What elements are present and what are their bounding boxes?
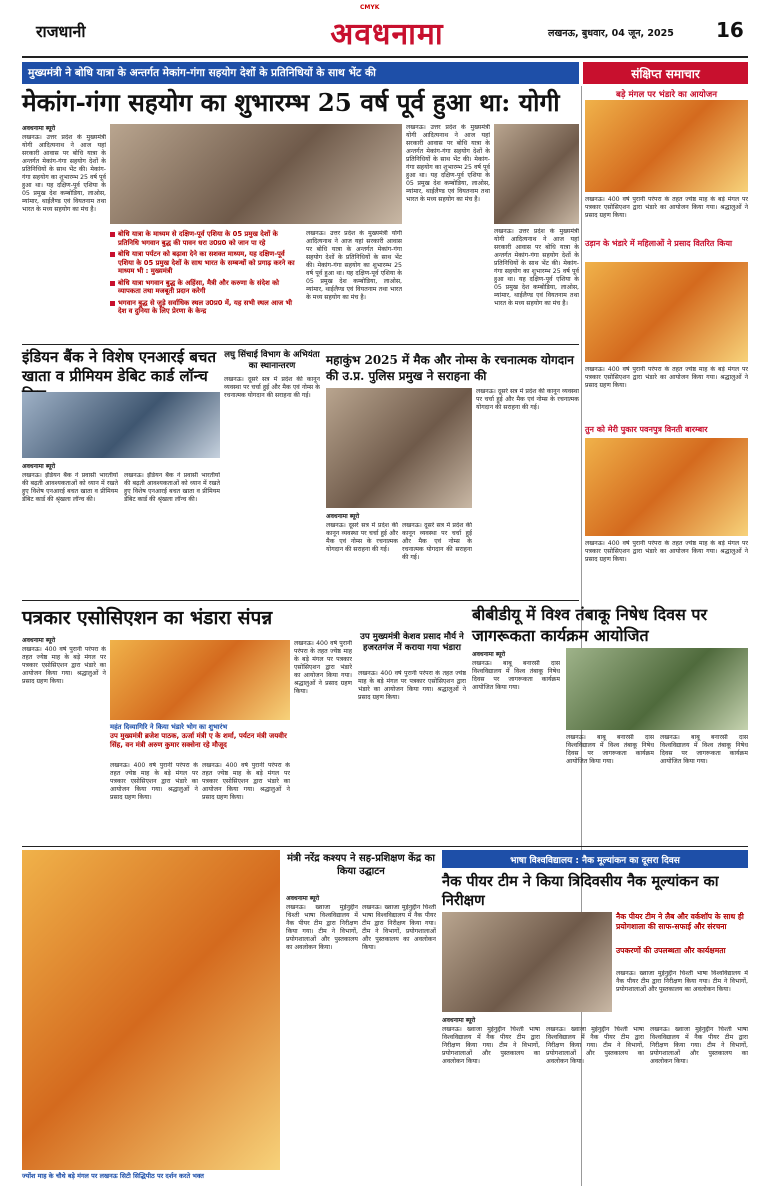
section-rule (22, 846, 748, 847)
bbd-body-1: लखनऊ। बाबू बनारसी दास विश्वविद्यालय में विश्व तंबाकू निषेध दिवस पर जागरूकता कार्यक्रम आयोजित किया गया। (472, 660, 560, 691)
maurya-headline: उप मुख्यमंत्री केशव प्रसाद मौर्य ने हजरतगंज में कराया गया भंडारा (360, 632, 464, 653)
lead-body-col3: लखनऊ। उत्तर प्रदेश के मुख्यमंत्री योगी आदित्यनाथ ने आज यहां सरकारी आवास पर बोधि यात्रा के अन्तर्गत मेकांग-गंगा सहयोग देशों के प्रतिनिधियों के साथ भेंट की। मेकांग-गंगा सहयोग का शुभारम्भ 25 वर्ष पूर्व हुआ था। यह दक्षिण-पूर्व एशिया के 05 प्रमुख देश कम्बोडिया, लाओस, म्यांमार, थाईलैण्ड एवं वियतनाम तथा भारत के मध्य सहयोग का मंच है। (306, 230, 402, 301)
bank-body-1: लखनऊ। इंडियन बैंक ने प्रवासी भारतीयों की बढ़ती आवश्यकताओं को ध्यान में रखते हुए विशेष एनआरई बचत खाता व प्रीमियम डेबिट कार्ड की श्रृंखला लॉन्च की। (22, 472, 118, 503)
masthead-rule (22, 56, 748, 58)
kumbh-body-1: लखनऊ। दूसरे सत्र में प्रदेश की कानून व्यवस्था पर चर्चा हुई और मैक एवं नोम्स के रचनात्मक योगदान की सराहना की गई। (326, 522, 398, 553)
highlight-item: बोधि यात्रा भगवान बुद्ध के अहिंसा, मैत्री और करुणा के संदेश को व्यापकता तथा मजबूती प्रदान करेगी (110, 279, 300, 296)
side-photo-3 (585, 438, 748, 536)
kumbh-byline: अवधनामा ब्यूरो (326, 513, 360, 520)
press-body-1: लखनऊ। 400 वर्ष पुरानी परंपरा के तहत ज्येष्ठ माह के बड़े मंगल पर पत्रकार एसोसिएशन द्वारा भंडारे का आयोजन किया गया। श्रद्धालुओं ने प्रसाद ग्रहण किया। (22, 646, 106, 685)
kashyap-body-2: लखनऊ। ख्वाजा मुईनुद्दीन चिश्ती भाषा विश्वविद्यालय में नैक पीयर टीम द्वारा निरीक्षण किया गया। टीम ने विभागों, प्रयोगशालाओं और पुस्तकालय का अवलोकन किया। (362, 904, 436, 951)
side-caption-1: उड़ान के भंडारे में महिलाओं ने प्रसाद वितरित किया (585, 239, 733, 248)
lead-body-col5: लखनऊ। उत्तर प्रदेश के मुख्यमंत्री योगी आदित्यनाथ ने आज यहां सरकारी आवास पर बोधि यात्रा के अन्तर्गत मेकांग-गंगा सहयोग देशों के प्रतिनिधियों के साथ भेंट की। मेकांग-गंगा सहयोग का शुभारम्भ 25 वर्ष पूर्व हुआ था। यह दक्षिण-पूर्व एशिया के 05 प्रमुख देश कम्बोडिया, लाओस, म्यांमार, थाईलैण्ड एवं वियतनाम तथा भारत के मध्य सहयोग का मंच है। (406, 124, 490, 203)
bbd-body-2: लखनऊ। बाबू बनारसी दास विश्वविद्यालय में विश्व तंबाकू निषेध दिवस पर जागरूकता कार्यक्रम आयोजित किया गया। (566, 734, 654, 765)
bhasha-pullquote-2: उपकरणों की उपलब्धता और कार्यक्षमता (616, 946, 726, 955)
press-body-3: लखनऊ। 400 वर्ष पुरानी परंपरा के तहत ज्येष्ठ माह के बड़े मंगल पर पत्रकार एसोसिएशन द्वारा भंडारे का आयोजन किया गया। श्रद्धालुओं ने प्रसाद ग्रहण किया। (202, 762, 290, 801)
lead-group-photo (110, 124, 402, 224)
kashyap-body-1: लखनऊ। ख्वाजा मुईनुद्दीन चिश्ती भाषा विश्वविद्यालय में नैक पीयर टीम द्वारा निरीक्षण किया गया। टीम ने विभागों, प्रयोगशालाओं और पुस्तकालय का अवलोकन किया। (286, 904, 358, 951)
brief-news-banner (583, 62, 748, 84)
highlight-item: बोधि यात्रा पर्यटन को बढ़ावा देने का सशक्त माध्यम, यह दक्षिण-पूर्व एशिया के 05 प्रमुख देशों के साथ भारत के सम्बन्धों को प्रगाढ़ करने का माध्यम भी : मुख्यमंत्री (110, 250, 300, 276)
press-photo (110, 640, 290, 720)
bhasha-body-1: लखनऊ। ख्वाजा मुईनुद्दीन चिश्ती भाषा विश्वविद्यालय में नैक पीयर टीम द्वारा निरीक्षण किया गया। टीम ने विभागों, प्रयोगशालाओं और पुस्तकालय का अवलोकन किया। (442, 1026, 540, 1065)
temple-caption: ज्योंश माह के चौथे बड़े मंगल पर लखनऊ सिटी सिद्धिपीठ पर दर्शन करते भक्त (22, 1172, 204, 1180)
highlight-item: भगवान बुद्ध से जुड़े सर्वाधिक स्थल उ0प्र0 में, यह सभी स्थल आज भी देश व दुनिया के लिए प्रेरणा के केन्द्र (110, 299, 300, 316)
kashyap-headline: मंत्री नरेंद्र कश्यप ने सह-प्रशिक्षण केंद्र का किया उद्घाटन (287, 853, 435, 877)
kumbh-body-side: लखनऊ। दूसरे सत्र में प्रदेश की कानून व्यवस्था पर चर्चा हुई और मैक एवं नोम्स के रचनात्मक योगदान की सराहना की गई। (476, 388, 579, 411)
brief-news-label: संक्षिप्त समाचार (631, 66, 700, 81)
bhasha-body-2: लखनऊ। ख्वाजा मुईनुद्दीन चिश्ती भाषा विश्वविद्यालय में नैक पीयर टीम द्वारा निरीक्षण किया गया। टीम ने विभागों, प्रयोगशालाओं और पुस्तकालय का अवलोकन किया। (546, 1026, 644, 1065)
kumbh-photo (326, 388, 472, 508)
bank-photo (22, 392, 220, 458)
legis-headline: लघु सिंचाई विभाग के अभियंता का स्थानान्तरण (224, 350, 320, 371)
press-subhead: उप मुख्यमंत्री ब्रजेश पाठक, ऊर्जा मंत्री ए के शर्मा, पर्यटन मंत्री जयवीर सिंह, वन मंत्री अरुण कुमार सक्सेना रहे मौजूद (110, 732, 287, 749)
section-rule (22, 344, 579, 345)
bhasha-headline: नैक पीयर टीम ने किया त्रिदिवसीय नैक मूल्यांकन का निरीक्षण (442, 873, 719, 909)
press-byline: अवधनामा ब्यूरो (22, 637, 56, 644)
cmyk-mark: CMYK (360, 4, 380, 11)
highlight-item: बोधि यात्रा के माध्यम से दक्षिण-पूर्व एशिया के 05 प्रमुख देशों के प्रतिनिधि भगवान बुद्ध की पावन धरा उ0प्र0 को जान पा रहे (110, 230, 300, 247)
bbd-body-3: लखनऊ। बाबू बनारसी दास विश्वविद्यालय में विश्व तंबाकू निषेध दिवस पर जागरूकता कार्यक्रम आयोजित किया गया। (660, 734, 748, 765)
bank-body-2: लखनऊ। इंडियन बैंक ने प्रवासी भारतीयों की बढ़ती आवश्यकताओं को ध्यान में रखते हुए विशेष एनआरई बचत खाता व प्रीमियम डेबिट कार्ड की श्रृंखला लॉन्च की। (124, 472, 220, 503)
kumbh-headline: महाकुंभ 2025 में मैक और नोम्स के रचनात्मक योगदान की उ.प्र. पुलिस प्रमुख ने सराहना की (326, 353, 574, 383)
kashyap-byline: अवधनामा ब्यूरो (286, 895, 320, 902)
press-headline: पत्रकार एसोसिएशन का भंडारा संपन्न (22, 607, 273, 629)
side-body-1: लखनऊ। 400 वर्ष पुरानी परंपरा के तहत ज्येष्ठ माह के बड़े मंगल पर पत्रकार एसोसिएशन द्वारा भंडारे का आयोजन किया गया। श्रद्धालुओं ने प्रसाद ग्रहण किया। (585, 196, 748, 219)
page-number: 16 (716, 18, 744, 42)
side-body-3: लखनऊ। 400 वर्ष पुरानी परंपरा के तहत ज्येष्ठ माह के बड़े मंगल पर पत्रकार एसोसिएशन द्वारा भंडारे का आयोजन किया गया। श्रद्धालुओं ने प्रसाद ग्रहण किया। (585, 540, 748, 563)
bbd-byline: अवधनामा ब्यूरो (472, 651, 506, 658)
kicker-text: मुख्यमंत्री ने बोधि यात्रा के अन्तर्गत मेकांग-गंगा सहयोग देशों के प्रतिनिधियों के साथ भेंट की (28, 67, 376, 79)
side-photo-2 (585, 262, 748, 362)
lead-body-col1: लखनऊ। उत्तर प्रदेश के मुख्यमंत्री योगी आदित्यनाथ ने आज यहां सरकारी आवास पर बोधि यात्रा के अन्तर्गत मेकांग-गंगा सहयोग देशों के प्रतिनिधियों के साथ भेंट की। मेकांग-गंगा सहयोग का शुभारम्भ 25 वर्ष पूर्व हुआ था। यह दक्षिण-पूर्व एशिया के 05 प्रमुख देश कम्बोडिया, लाओस, म्यांमार, थाईलैण्ड एवं वियतनाम तथा भारत के मध्य सहयोग का मंच है। (22, 134, 106, 213)
press-caption: महंत दिव्यागिरि ने किया भंडारे भोग का शुभारंभ (110, 723, 228, 731)
bank-headline: इंडियन बैंक ने विशेष एनआरई बचत खाता व प्रीमियम डेबिट कार्ड लॉन्च (22, 348, 217, 385)
bhasha-banner (442, 850, 748, 868)
side-photo-1 (585, 100, 748, 192)
legis-body: लखनऊ। दूसरे सत्र में प्रदेश की कानून व्यवस्था पर चर्चा हुई और मैक एवं नोम्स के रचनात्मक योगदान की सराहना की गई। (224, 376, 320, 399)
logo-text: अवधनामा (330, 16, 444, 52)
lead-inset-photo (494, 124, 579, 224)
section-rule (22, 600, 579, 601)
bhasha-byline: अवधनामा ब्यूरो (442, 1017, 476, 1024)
side-body-2: लखनऊ। 400 वर्ष पुरानी परंपरा के तहत ज्येष्ठ माह के बड़े मंगल पर पत्रकार एसोसिएशन द्वारा भंडारे का आयोजन किया गया। श्रद्धालुओं ने प्रसाद ग्रहण किया। (585, 366, 748, 389)
bhasha-body-3: लखनऊ। ख्वाजा मुईनुद्दीन चिश्ती भाषा विश्वविद्यालय में नैक पीयर टीम द्वारा निरीक्षण किया गया। टीम ने विभागों, प्रयोगशालाओं और पुस्तकालय का अवलोकन किया। (650, 1026, 748, 1065)
kicker-banner (22, 62, 579, 84)
bhasha-body-side: लखनऊ। ख्वाजा मुईनुद्दीन चिश्ती भाषा विश्वविद्यालय में नैक पीयर टीम द्वारा निरीक्षण किया गया। टीम ने विभागों, प्रयोगशालाओं और पुस्तकालय का अवलोकन किया। (616, 970, 748, 993)
masthead-logo (302, 12, 472, 52)
bank-byline: अवधनामा ब्यूरो (22, 463, 56, 470)
bbd-headline: बीबीडीयू में विश्व तंबाकू निषेध दिवस पर जागरूकता कार्यक्रम आयोजित (472, 605, 708, 645)
side-title: बड़े मंगल पर भंडारे का आयोजन (615, 90, 717, 100)
maurya-body: लखनऊ। 400 वर्ष पुरानी परंपरा के तहत ज्येष्ठ माह के बड़े मंगल पर पत्रकार एसोसिएशन द्वारा भंडारे का आयोजन किया गया। श्रद्धालुओं ने प्रसाद ग्रहण किया। (358, 670, 466, 701)
bbd-photo (566, 648, 748, 730)
bhasha-pullquote: नैक पीयर टीम ने लैब और वर्कशॉप के साथ ही प्रयोगशाला की साफ-सफाई और संरचना (616, 912, 744, 931)
lead-highlights (110, 230, 300, 340)
lead-byline: अवधनामा ब्यूरो (22, 125, 56, 132)
side-caption-2: तुन को मेरी पुकार पवनपुत्र विनती बारम्बार (585, 425, 708, 434)
press-body-2: लखनऊ। 400 वर्ष पुरानी परंपरा के तहत ज्येष्ठ माह के बड़े मंगल पर पत्रकार एसोसिएशन द्वारा भंडारे का आयोजन किया गया। श्रद्धालुओं ने प्रसाद ग्रहण किया। (110, 762, 198, 801)
bhasha-photo (442, 912, 612, 1012)
temple-photo (22, 850, 280, 1170)
section-name: राजधानी (36, 22, 86, 41)
kumbh-body-2: लखनऊ। दूसरे सत्र में प्रदेश की कानून व्यवस्था पर चर्चा हुई और मैक एवं नोम्स के रचनात्मक योगदान की सराहना की गई। (402, 522, 472, 561)
lead-body-col6: लखनऊ। उत्तर प्रदेश के मुख्यमंत्री योगी आदित्यनाथ ने आज यहां सरकारी आवास पर बोधि यात्रा के अन्तर्गत मेकांग-गंगा सहयोग देशों के प्रतिनिधियों के साथ भेंट की। मेकांग-गंगा सहयोग का शुभारम्भ 25 वर्ष पूर्व हुआ था। यह दक्षिण-पूर्व एशिया के 05 प्रमुख देश कम्बोडिया, लाओस, म्यांमार, थाईलैण्ड एवं वियतनाम तथा भारत के मध्य सहयोग का मंच है। (494, 228, 579, 307)
lead-headline: मेकांग-गंगा सहयोग का शुभारम्भ 25 वर्ष पूर्व हुआ था: योगी (22, 88, 560, 117)
dateline: लखनऊ, बुधवार, 04 जून, 2025 (548, 28, 674, 39)
bhasha-banner-text: भाषा विश्वविद्यालय : नैक मूल्यांकन का दूसरा दिवस (510, 855, 680, 866)
press-body-4: लखनऊ। 400 वर्ष पुरानी परंपरा के तहत ज्येष्ठ माह के बड़े मंगल पर पत्रकार एसोसिएशन द्वारा भंडारे का आयोजन किया गया। श्रद्धालुओं ने प्रसाद ग्रहण किया। (294, 640, 352, 695)
